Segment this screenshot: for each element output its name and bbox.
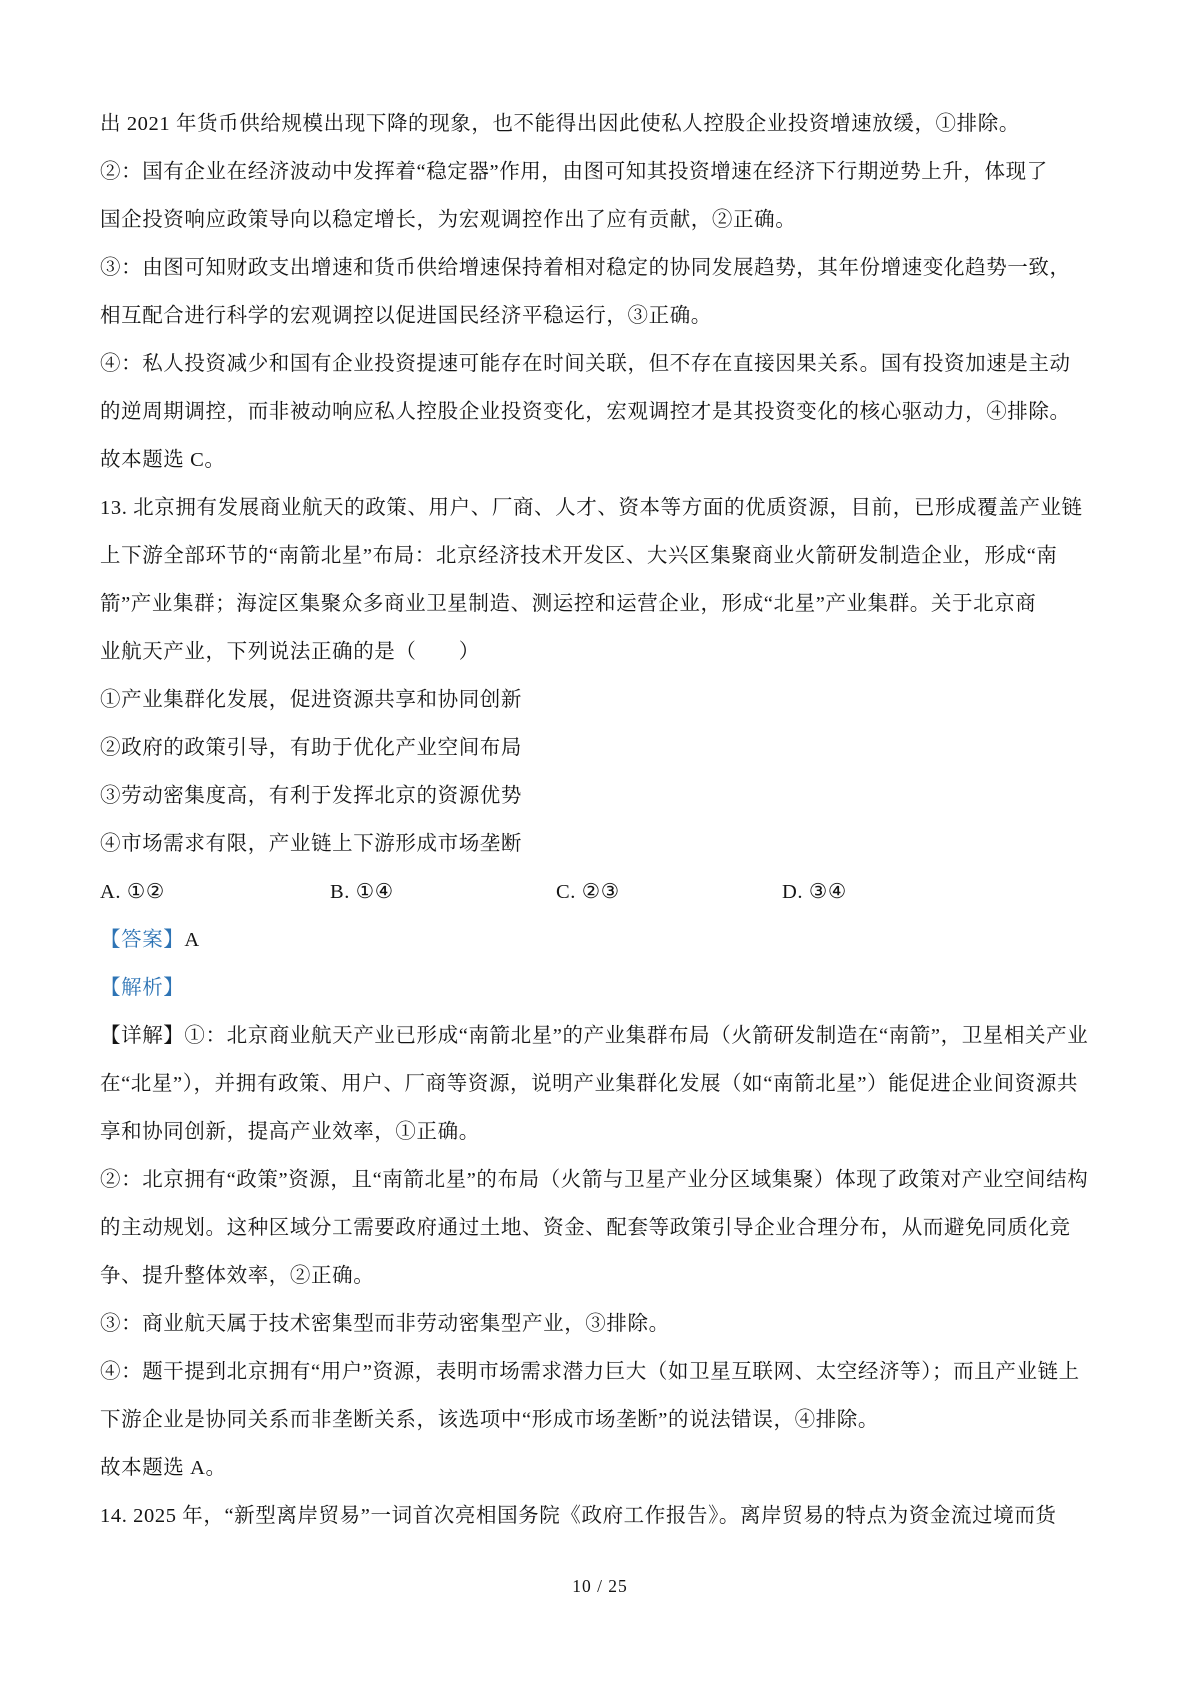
explanation-q12-line-4: ③：由图可知财政支出增速和货币供给增速保持着相对稳定的协同发展趋势，其年份增速变化趋势一致，: [100, 257, 1071, 279]
question-14-stem-line-1: 14. 2025 年，“新型离岸贸易”一词首次亮相国务院《政府工作报告》。离岸贸易的特点为资金流过境而货: [100, 1505, 1057, 1527]
page-number: 10 / 25: [572, 1576, 628, 1596]
explanation-q13-line-9: 下游企业是协同关系而非垄断关系，该选项中“形成市场垄断”的说法错误，④排除。: [100, 1409, 879, 1431]
explanation-q12-line-5: 相互配合进行科学的宏观调控以促进国民经济平稳运行，③正确。: [100, 305, 712, 327]
question-13-statement-2: ②政府的政策引导，有助于优化产业空间布局: [100, 737, 522, 759]
question-13-stem-line-1: 13. 北京拥有发展商业航天的政策、用户、厂商、人才、资本等方面的优质资源，目前，已形成覆盖产业链: [100, 497, 1083, 519]
conclusion-q13: 故本题选 A。: [100, 1457, 227, 1479]
question-13-stem-line-3: 箭”产业集群；海淀区集聚众多商业卫星制造、测运控和运营企业，形成“北星”产业集群。关于北京商: [100, 593, 1037, 615]
explanation-q13-line-3: 享和协同创新，提高产业效率，①正确。: [100, 1121, 480, 1143]
question-13-statement-3: ③劳动密集度高，有利于发挥北京的资源优势: [100, 785, 522, 807]
question-13-stem-line-2: 上下游全部环节的“南箭北星”布局：北京经济技术开发区、大兴区集聚商业火箭研发制造企业，形成“南: [100, 545, 1058, 567]
answer-line: [100, 916, 1135, 964]
explanation-q13-line-4: ②：北京拥有“政策”资源，且“南箭北星”的布局（火箭与卫星产业分区域集聚）体现了政策对产业空间结构: [100, 1169, 1089, 1191]
explanation-q12-line-6: ④：私人投资减少和国有企业投资提速可能存在时间关联，但不存在直接因果关系。国有投资加速是主动: [100, 353, 1071, 375]
option-B: B. ①④: [330, 881, 394, 903]
explanation-q12-line-2: ②：国有企业在经济波动中发挥着“稳定器”作用，由图可知其投资增速在经济下行期逆势上升，体现了: [100, 161, 1048, 183]
conclusion-q12: 故本题选 C。: [100, 449, 226, 471]
explanation-q12-line-1: 出 2021 年货币供给规模出现下降的现象，也不能得出因此使私人控股企业投资增速放缓，①排除。: [100, 113, 1020, 135]
explanation-q13-line-8: ④：题干提到北京拥有“用户”资源，表明市场需求潜力巨大（如卫星互联网、太空经济等）；而且产业链上: [100, 1361, 1080, 1383]
option-A: A. ①②: [100, 881, 165, 903]
explanation-q13-line-7: ③：商业航天属于技术密集型而非劳动密集型产业，③排除。: [100, 1313, 670, 1335]
explanation-q13-line-5: 的主动规划。这种区域分工需要政府通过土地、资金、配套等政策引导企业合理分布，从而避免同质化竞: [100, 1217, 1071, 1239]
analysis-label: 【解析】: [100, 977, 185, 999]
question-13-statement-1: ①产业集群化发展，促进资源共享和协同创新: [100, 689, 522, 711]
analysis-line: [100, 964, 1135, 1012]
explanation-q12-line-7: 的逆周期调控，而非被动响应私人控股企业投资变化，宏观调控才是其投资变化的核心驱动力，④排除。: [100, 401, 1071, 423]
document-lines: [100, 100, 1135, 1540]
answer-label: 【答案】: [100, 929, 185, 951]
question-13-options: [100, 868, 1135, 916]
explanation-q13-line-6: 争、提升整体效率，②正确。: [100, 1265, 375, 1287]
question-13-stem-line-4: 业航天产业，下列说法正确的是（ ）: [100, 641, 480, 663]
option-C: C. ②③: [556, 881, 620, 903]
question-13-statement-4: ④市场需求有限，产业链上下游形成市场垄断: [100, 833, 522, 855]
explanation-q13-line-2: 在“北星”），并拥有政策、用户、厂商等资源，说明产业集群化发展（如“南箭北星”）能促进企业间资源共: [100, 1073, 1079, 1095]
answer-line-value: A: [184, 929, 200, 951]
explanation-q12-line-3: 国企投资响应政策导向以稳定增长，为宏观调控作出了应有贡献，②正确。: [100, 209, 797, 231]
explanation-q13-line-1: 【详解】①：北京商业航天产业已形成“南箭北星”的产业集群布局（火箭研发制造在“南箭”，卫星相关产业: [100, 1025, 1089, 1047]
option-D: D. ③④: [782, 881, 847, 903]
